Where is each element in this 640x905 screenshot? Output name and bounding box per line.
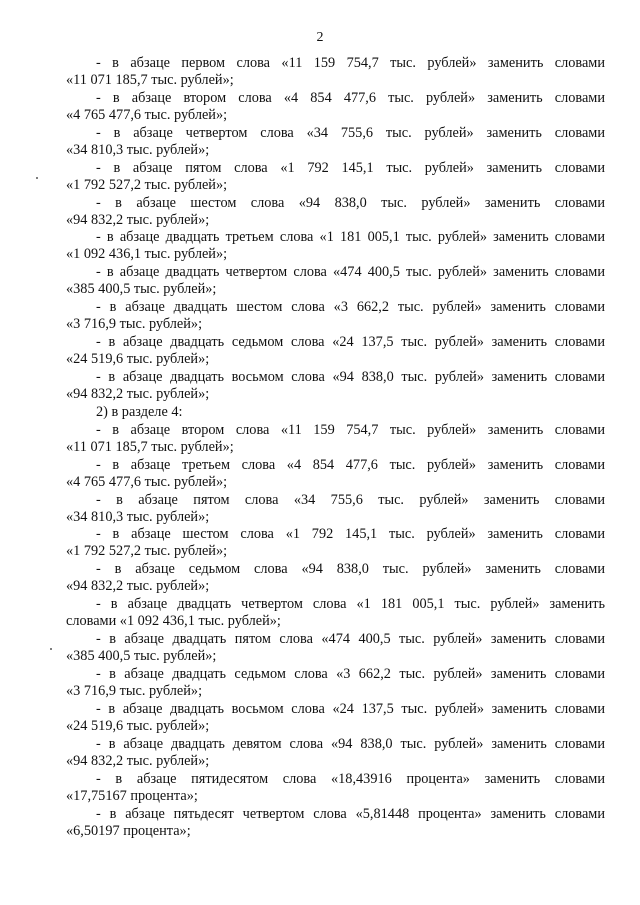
amendment-continuation: «94 832,2 тыс. рублей»; [66, 752, 210, 769]
amendment-line: - в абзаце пятом слова «1 792 145,1 тыс. рублей» заменить словами [96, 159, 605, 176]
amendment-continuation: «11 071 185,7 тыс. рублей»; [66, 438, 234, 455]
amendment-line: - в абзаце двадцать четвертом слова «1 181 005,1 тыс. рублей» заменить [96, 596, 605, 613]
amendment-line: - в абзаце пятидесятом слова «18,43916 процента» заменить словами [96, 770, 605, 787]
amendment-continuation: «3 716,9 тыс. рублей»; [66, 683, 203, 700]
scan-mark [36, 177, 38, 179]
amendment-line: - в абзаце двадцать восьмом слова «24 137,5 тыс. рублей» заменить словами [96, 700, 605, 717]
amendment-continuation: «4 765 477,6 тыс. рублей»; [66, 473, 228, 490]
amendment-line: - в абзаце втором слова «4 854 477,6 тыс. рублей» заменить словами [96, 89, 605, 106]
amendment-list-section-3 [66, 55, 605, 403]
amendment-continuation: «6,50197 процента»; [66, 822, 191, 839]
amendment-item [66, 526, 605, 560]
amendment-continuation: «3 716,9 тыс. рублей»; [66, 316, 203, 333]
amendment-continuation: «94 832,2 тыс. рублей»; [66, 386, 210, 403]
amendment-line: - в абзаце шестом слова «94 838,0 тыс. рублей» заменить словами [96, 194, 605, 211]
amendment-item [66, 701, 605, 735]
amendment-continuation: «11 071 185,7 тыс. рублей»; [66, 72, 234, 88]
amendment-list-section-4 [66, 422, 605, 840]
amendment-line: - в абзаце двадцать третьем слова «1 181 005,1 тыс. рублей» заменить словами [96, 229, 605, 246]
amendment-line: - в абзаце двадцать четвертом слова «474 400,5 тыс. рублей» заменить словами [96, 264, 605, 281]
amendment-continuation: «17,75167 процента»; [66, 787, 198, 804]
amendment-item [66, 806, 605, 840]
amendment-continuation: «24 519,6 тыс. рублей»; [66, 351, 210, 368]
amendment-item [66, 264, 605, 298]
amendment-item [66, 125, 605, 159]
amendment-item [66, 369, 605, 403]
amendment-continuation: «24 519,6 тыс. рублей»; [66, 717, 210, 734]
amendment-line: - в абзаце третьем слова «4 854 477,6 тыс. рублей» заменить словами [96, 456, 605, 473]
amendment-item [66, 771, 605, 805]
amendment-line: - в абзаце двадцать шестом слова «3 662,2 тыс. рублей» заменить словами [96, 299, 605, 316]
scan-mark [50, 648, 52, 650]
amendment-line: - в абзаце двадцать пятом слова «474 400,5 тыс. рублей» заменить словами [96, 631, 605, 648]
amendment-continuation: «34 810,3 тыс. рублей»; [66, 141, 210, 158]
amendment-line: - в абзаце шестом слова «1 792 145,1 тыс. рублей» заменить словами [96, 526, 605, 543]
amendment-item [66, 631, 605, 665]
amendment-line: - в абзаце четвертом слова «34 755,6 тыс. рублей» заменить словами [96, 124, 605, 141]
amendment-continuation: «1 792 527,2 тыс. рублей»; [66, 543, 228, 560]
amendment-item [66, 90, 605, 124]
amendment-line: - в абзаце пятьдесят четвертом слова «5,81448 процента» заменить словами [96, 805, 605, 822]
amendment-item [66, 736, 605, 770]
amendment-item [66, 492, 605, 526]
section-heading: 2) в разделе 4: [96, 403, 183, 420]
amendment-item [66, 55, 605, 89]
amendment-line: - в абзаце седьмом слова «94 838,0 тыс. рублей» заменить словами [96, 561, 605, 578]
amendment-item [66, 666, 605, 700]
amendment-continuation: «94 832,2 тыс. рублей»; [66, 211, 210, 228]
amendment-line: - в абзаце первом слова «11 159 754,7 тыс. рублей» заменить словами [96, 55, 605, 71]
document-body [66, 55, 605, 840]
amendment-continuation: словами «1 092 436,1 тыс. рублей»; [66, 613, 281, 630]
amendment-continuation: «94 832,2 тыс. рублей»; [66, 578, 210, 595]
amendment-line: - в абзаце двадцать восьмом слова «94 838,0 тыс. рублей» заменить словами [96, 369, 605, 386]
amendment-item [66, 596, 605, 630]
amendment-line: - в абзаце двадцать седьмом слова «3 662,2 тыс. рублей» заменить словами [96, 666, 605, 683]
amendment-continuation: «34 810,3 тыс. рублей»; [66, 508, 210, 525]
amendment-item [66, 457, 605, 491]
amendment-line: - в абзаце пятом слова «34 755,6 тыс. рублей» заменить словами [96, 491, 605, 508]
amendment-continuation: «1 792 527,2 тыс. рублей»; [66, 176, 228, 193]
amendment-continuation: «1 092 436,1 тыс. рублей»; [66, 246, 228, 263]
amendment-item [66, 422, 605, 456]
amendment-continuation: «385 400,5 тыс. рублей»; [66, 281, 217, 298]
amendment-item [66, 160, 605, 194]
amendment-continuation: «385 400,5 тыс. рублей»; [66, 648, 217, 665]
amendment-item [66, 561, 605, 595]
amendment-item [66, 299, 605, 333]
page-number: 2 [316, 30, 324, 45]
amendment-line: - в абзаце втором слова «11 159 754,7 тыс. рублей» заменить словами [96, 421, 605, 438]
amendment-item [66, 195, 605, 229]
amendment-line: - в абзаце двадцать седьмом слова «24 137,5 тыс. рублей» заменить словами [96, 334, 605, 351]
amendment-line: - в абзаце двадцать девятом слова «94 838,0 тыс. рублей» заменить словами [96, 735, 605, 752]
amendment-item [66, 334, 605, 368]
amendment-item [66, 229, 605, 263]
amendment-continuation: «4 765 477,6 тыс. рублей»; [66, 106, 228, 123]
